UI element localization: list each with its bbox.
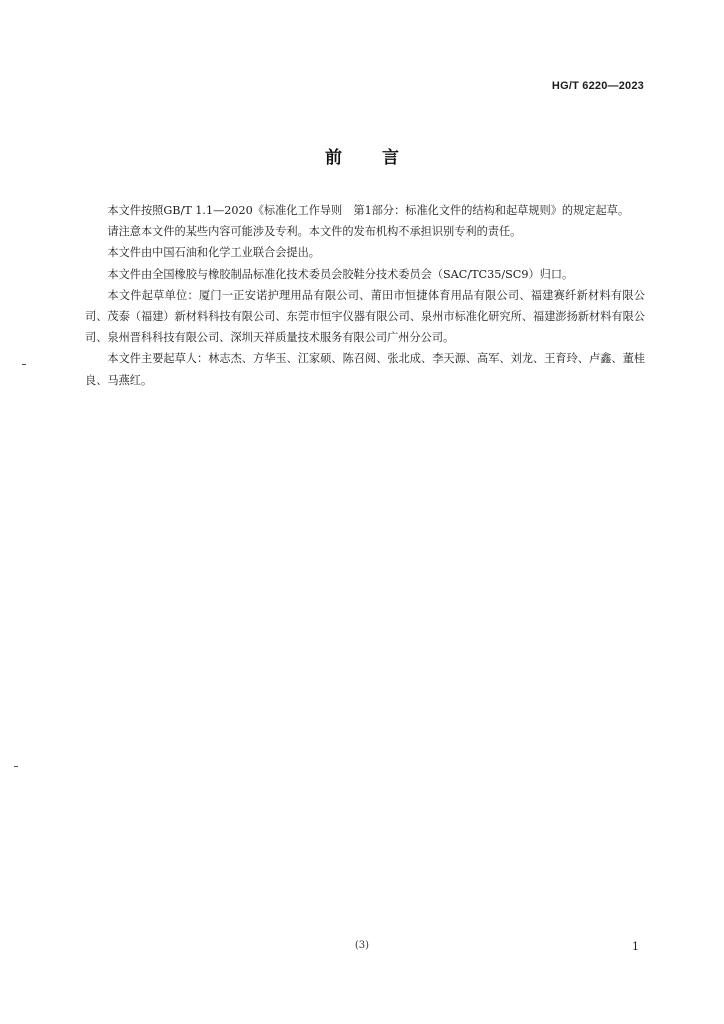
standard-code: HG/T 6220—2023	[551, 80, 644, 92]
paragraph-drafters: 本文件主要起草人：林志杰、方华玉、江家硕、陈召阅、张北成、李天源、高军、刘龙、王育玲、卢鑫、董桂良、马燕红。	[85, 352, 645, 387]
paragraph-drafting-units: 本文件起草单位：厦门一正安诺护理用品有限公司、莆田市恒捷体育用品有限公司、福建赛纤新材料有限公司、茂泰（福建）新材料科技有限公司、东莞市恒宇仪器有限公司、泉州市标准化研究所、福建澎扬新材料有限公司、泉州晋科科技有限公司、深圳天祥质量技术服务有限公司广州分公司。	[85, 288, 645, 345]
page-number: 1	[632, 940, 639, 953]
scan-mark	[14, 766, 18, 767]
paragraph-technical-committee: 本文件由全国橡胶与橡胶制品标准化技术委员会胶鞋分技术委员会（SAC/TC35/SC9）归口。	[107, 267, 574, 281]
paragraph-patent-notice: 请注意本文件的某些内容可能涉及专利。本文件的发布机构不承担识别专利的责任。	[107, 225, 522, 239]
foreword-body	[85, 200, 645, 391]
scan-mark	[22, 364, 26, 365]
paragraph-proposer: 本文件由中国石油和化学工业联合会提出。	[107, 246, 320, 260]
title-char-1: 前	[325, 148, 342, 168]
footer-mark: (3)	[354, 940, 370, 951]
title-char-2: 言	[382, 148, 399, 168]
page-title	[0, 143, 724, 168]
paragraph-drafting-rules: 本文件按照GB/T 1.1—2020《标准化工作导则 第1部分：标准化文件的结构和起草规则》的规定起草。	[107, 204, 630, 217]
